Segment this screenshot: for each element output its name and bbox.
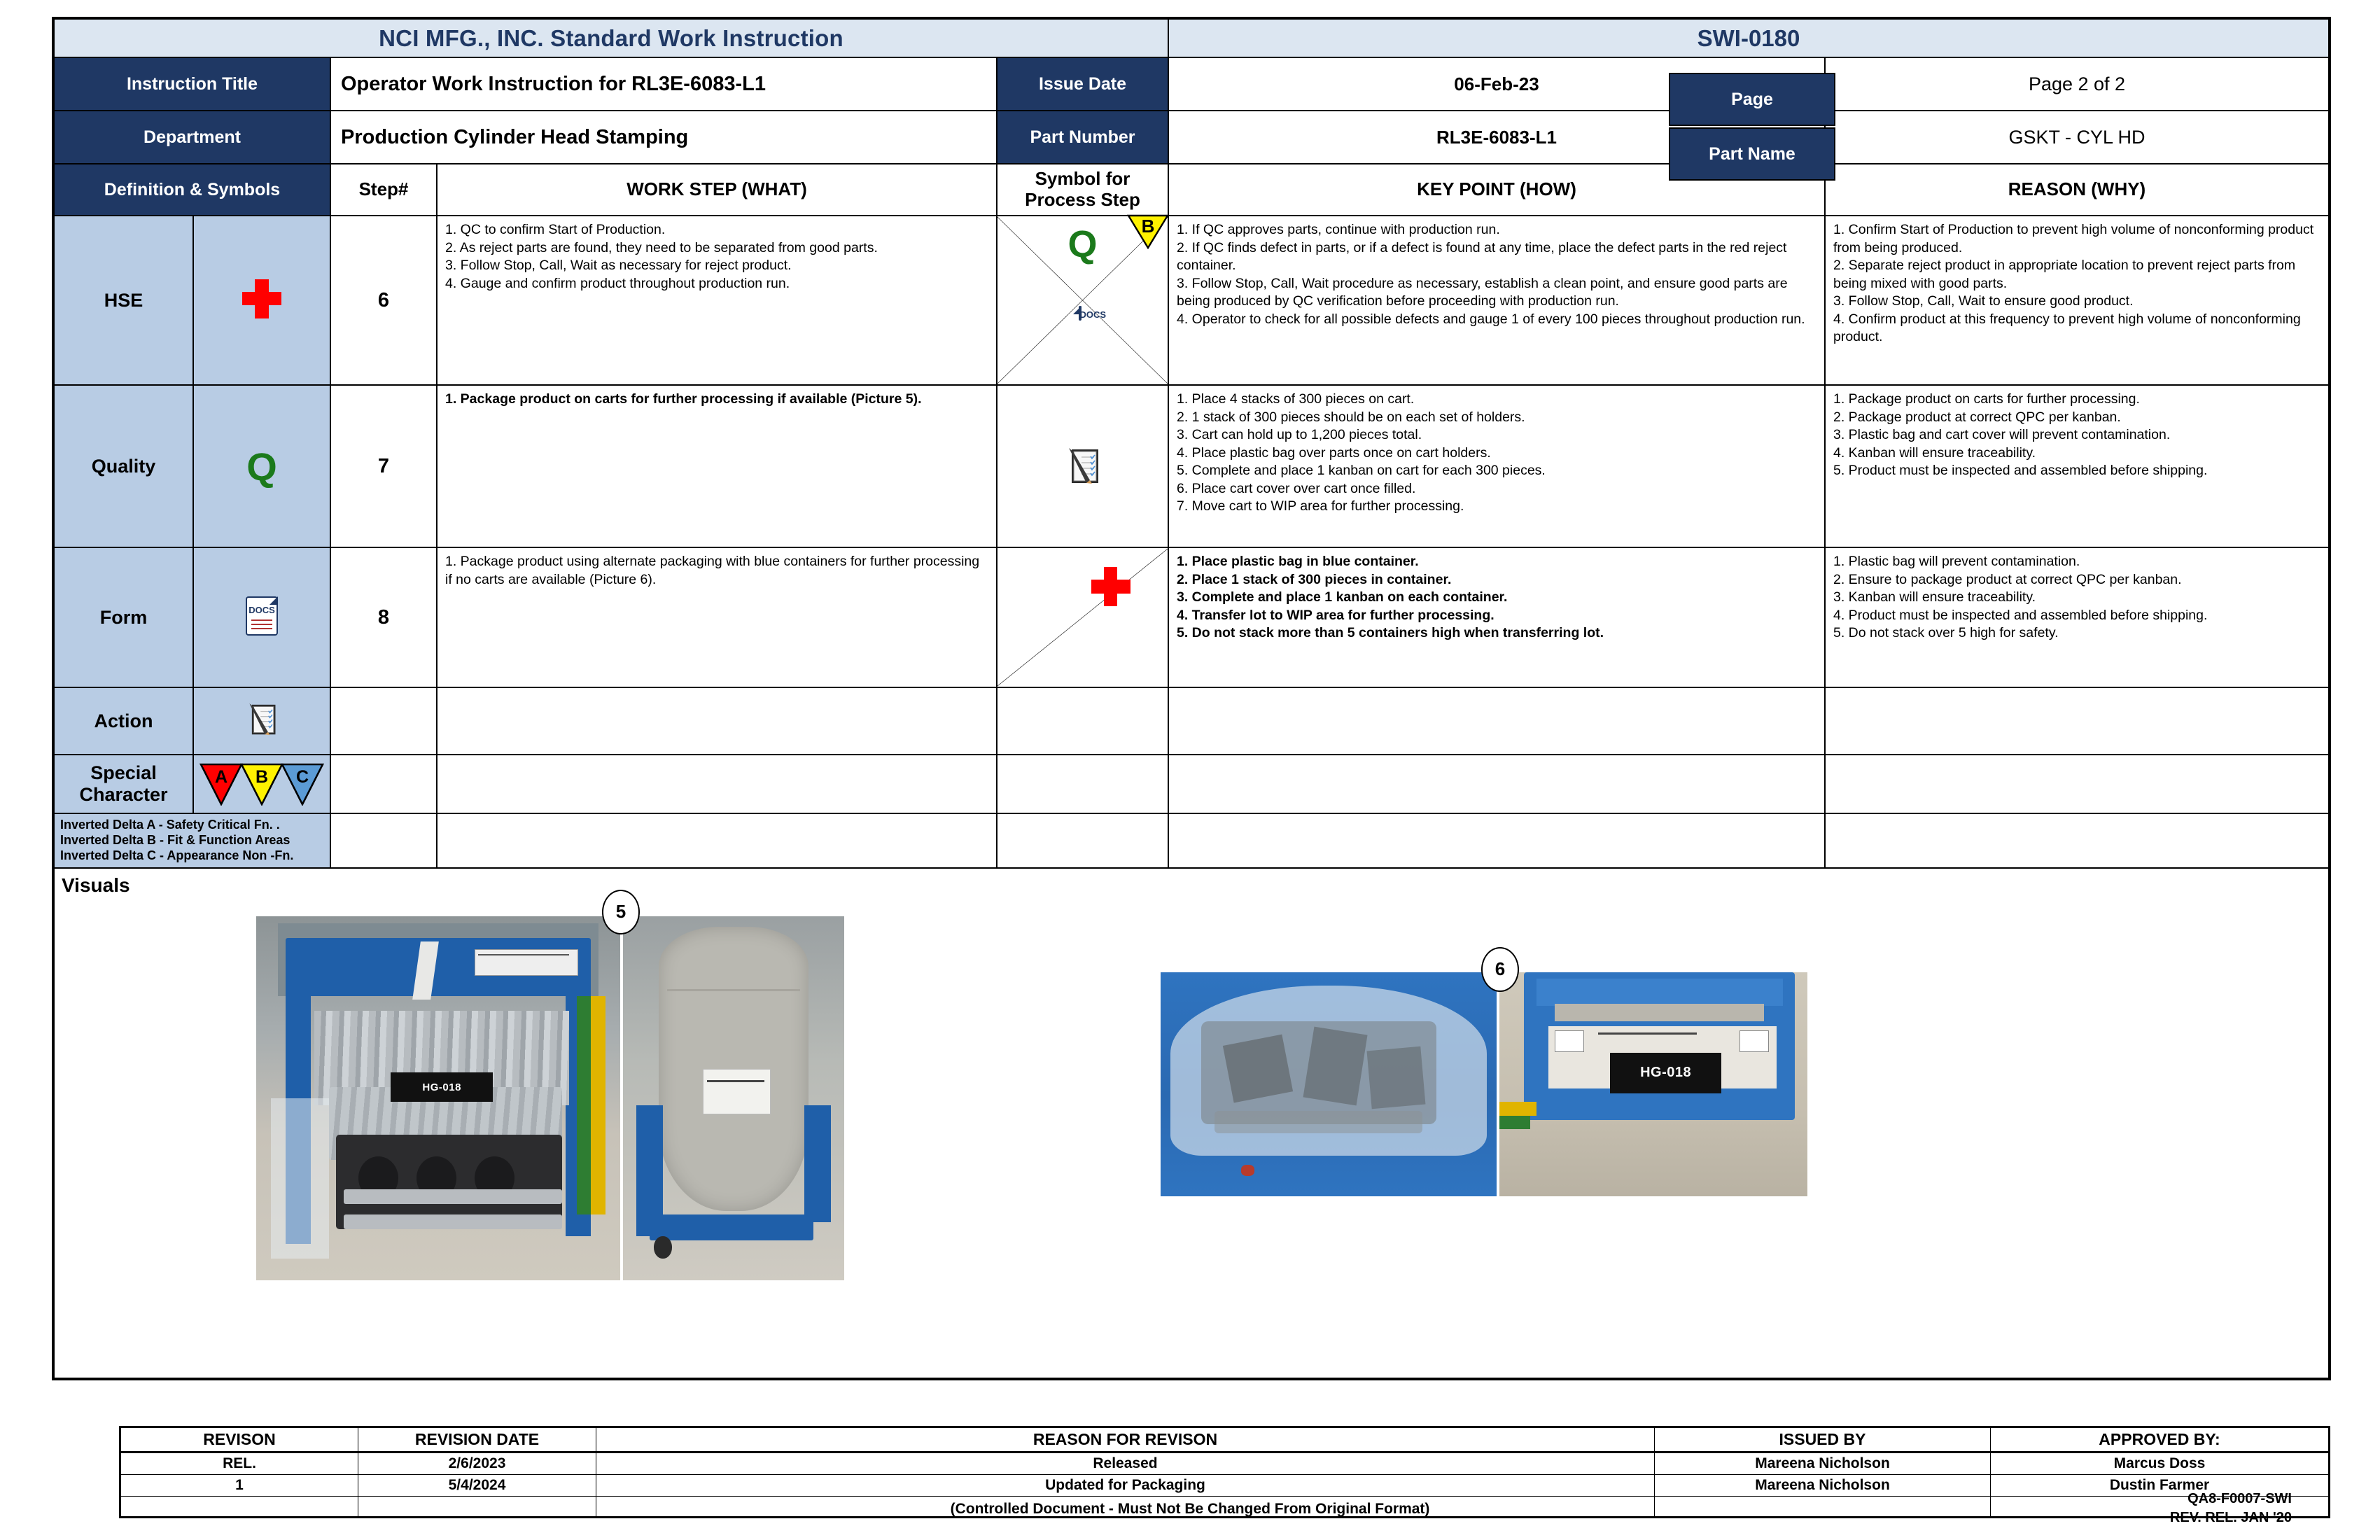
form-revision: REV. REL. JAN '20 bbox=[2169, 1510, 2292, 1525]
empty-key-point-cell bbox=[1168, 755, 1825, 813]
key-point-line: 3. Follow Stop, Call, Wait procedure as necessary, establish a clean point, and ensure good parts are being produced by QC verification before proceeding with production run. bbox=[1177, 275, 1788, 309]
delta-note-c: Inverted Delta C - Appearance Non -Fn. bbox=[60, 848, 294, 862]
work-instruction-table bbox=[52, 17, 2331, 1380]
approved-by-col-header: APPROVED BY: bbox=[1991, 1427, 2330, 1452]
photo-6-part-tag: HG-018 bbox=[1610, 1053, 1721, 1093]
legend-label-hse: HSE bbox=[53, 216, 193, 385]
reason-text-8 bbox=[1825, 547, 2330, 687]
part-name-value: GSKT - CYL HD bbox=[1825, 111, 2330, 164]
key-point-line: 4. Operator to check for all possible defects and gauge 1 of every 100 pieces throughout production run. bbox=[1177, 311, 1805, 327]
visuals-cell bbox=[53, 868, 2330, 1379]
key-point-line: 2. 1 stack of 300 pieces should be on each set of holders. bbox=[1177, 409, 1525, 425]
definition-symbols-header: Definition & Symbols bbox=[53, 164, 330, 216]
step-column-header: Step# bbox=[330, 164, 437, 216]
department-value: Production Cylinder Head Stamping bbox=[330, 111, 997, 164]
delta-letter: B bbox=[1141, 216, 1155, 237]
reason-line: 1. Confirm Start of Production to prevent high volume of nonconforming product from being produced. bbox=[1833, 222, 2314, 255]
symbol-cell-8 bbox=[997, 547, 1168, 687]
visuals-row bbox=[53, 868, 2330, 1379]
legend-icon-special-character bbox=[193, 755, 330, 813]
reason-line: 1. Package product on carts for further processing. bbox=[1833, 391, 2140, 407]
work-step-line: 1. Package product using alternate packaging with blue containers for further processing if no carts are available (Picture 6). bbox=[445, 554, 980, 587]
company-title: NCI MFG., INC. Standard Work Instruction bbox=[53, 18, 1168, 57]
green-q-icon: Q bbox=[246, 444, 277, 489]
photo-6-right bbox=[1499, 972, 1807, 1196]
delta-legend-notes bbox=[53, 813, 330, 868]
reason-line: 4. Product must be inspected and assembled before shipping. bbox=[1833, 607, 2208, 623]
photo-5-part-tag: HG-018 bbox=[391, 1072, 493, 1102]
work-step-text-7 bbox=[437, 385, 997, 547]
issue-date-label: Issue Date bbox=[997, 57, 1168, 111]
photo-callout-6: 6 bbox=[1481, 947, 1519, 992]
empty-step-cell bbox=[330, 813, 437, 868]
part-number-label: Part Number bbox=[997, 111, 1168, 164]
revision-date-cell: 2/6/2023 bbox=[358, 1452, 596, 1475]
legend-label-form: Form bbox=[53, 547, 193, 687]
legend-label-special-character bbox=[53, 755, 193, 813]
page-label: Page bbox=[1669, 73, 1835, 126]
green-q-icon: Q bbox=[1068, 223, 1098, 265]
key-point-line: 1. Place 4 stacks of 300 pieces on cart. bbox=[1177, 391, 1415, 407]
form-code-block bbox=[2170, 1490, 2292, 1527]
reason-line: 5. Product must be inspected and assembled before shipping. bbox=[1833, 463, 2208, 479]
delta-note-a: Inverted Delta A - Safety Critical Fn. . bbox=[60, 818, 280, 832]
key-point-line: 7. Move cart to WIP area for further processing. bbox=[1177, 498, 1464, 514]
page-number-value: Page 2 of 2 bbox=[1825, 57, 2330, 111]
approved-by-cell: Marcus Doss bbox=[1991, 1452, 2330, 1475]
clipboard-pencil-icon bbox=[246, 703, 278, 736]
key-point-line: 5. Complete and place 1 kanban on cart for each 300 pieces. bbox=[1177, 463, 1546, 479]
reason-line: 2. Package product at correct QPC per kanban. bbox=[1833, 409, 2121, 425]
photo-5-right bbox=[623, 916, 844, 1280]
key-point-text-7 bbox=[1168, 385, 1825, 547]
legend-icon-action bbox=[193, 687, 330, 755]
key-point-column-header: KEY POINT (HOW) bbox=[1168, 164, 1825, 216]
title-row bbox=[53, 18, 2330, 57]
key-point-line: 3. Cart can hold up to 1,200 pieces total. bbox=[1177, 427, 1422, 443]
reason-line: 5. Do not stack over 5 high for safety. bbox=[1833, 625, 2059, 641]
revision-row bbox=[120, 1475, 2330, 1497]
delta-note-b: Inverted Delta B - Fit & Function Areas bbox=[60, 832, 290, 847]
photo-6-left bbox=[1161, 972, 1497, 1196]
delta-letter: C bbox=[295, 767, 309, 787]
issued-by-col-header: ISSUED BY bbox=[1655, 1427, 1991, 1452]
reason-text-7 bbox=[1825, 385, 2330, 547]
instruction-title-value: Operator Work Instruction for RL3E-6083-L1 bbox=[330, 57, 997, 111]
work-step-text-8 bbox=[437, 547, 997, 687]
reason-line: 4. Confirm product at this frequency to prevent high volume of nonconforming product. bbox=[1833, 311, 2301, 345]
revision-row bbox=[120, 1452, 2330, 1475]
reason-line: 3. Follow Stop, Call, Wait to ensure good product. bbox=[1833, 293, 2134, 309]
department-label: Department bbox=[53, 111, 330, 164]
key-point-line: 1. Place plastic bag in blue container. bbox=[1177, 554, 1419, 569]
symbol-cell-7 bbox=[997, 385, 1168, 547]
key-point-text-6 bbox=[1168, 216, 1825, 385]
red-delta-a-icon bbox=[200, 762, 243, 806]
work-step-line: 3. Follow Stop, Call, Wait as necessary for reject product. bbox=[445, 258, 792, 274]
empty-reason-cell bbox=[1825, 755, 2330, 813]
photo-5-cover-label bbox=[703, 1069, 771, 1114]
clipboard-pencil-icon bbox=[1065, 447, 1101, 485]
red-cross-icon bbox=[242, 279, 281, 318]
red-cross-icon bbox=[1091, 567, 1130, 606]
part-name-label: Part Name bbox=[1669, 127, 1835, 181]
symbol-diagonal-box bbox=[997, 549, 1168, 686]
yellow-delta-b-icon bbox=[1127, 214, 1169, 249]
revision-reason-cell: Updated for Packaging bbox=[596, 1475, 1655, 1497]
empty-reason-cell bbox=[1825, 813, 2330, 868]
reason-line: 3. Plastic bag and cart cover will prevent contamination. bbox=[1833, 427, 2171, 443]
revision-reason-cell: Released bbox=[596, 1452, 1655, 1475]
delta-letter: B bbox=[255, 767, 269, 787]
yellow-delta-b-icon bbox=[240, 762, 284, 806]
diagonal-line-icon bbox=[997, 549, 1168, 686]
work-step-line: 4. Gauge and confirm product throughout production run. bbox=[445, 275, 790, 291]
symbol-header-line2: Process Step bbox=[1025, 189, 1140, 210]
legend-row-special-character bbox=[53, 755, 2330, 813]
work-step-line: 1. QC to confirm Start of Production. bbox=[445, 222, 666, 237]
reason-col-header: REASON FOR REVISON bbox=[596, 1427, 1655, 1452]
key-point-line: 2. Place 1 stack of 300 pieces in container. bbox=[1177, 571, 1452, 587]
key-point-line: 5. Do not stack more than 5 containers high when transferring lot. bbox=[1177, 625, 1604, 641]
key-point-line: 2. If QC finds defect in parts, or if a defect is found at any time, place the defect parts in the red reject container. bbox=[1177, 239, 1787, 274]
reason-line: 2. Ensure to package product at correct QPC per kanban. bbox=[1833, 571, 2182, 587]
empty-key-point-cell bbox=[1168, 813, 1825, 868]
symbol-box-7 bbox=[997, 386, 1168, 546]
revision-header-row bbox=[120, 1427, 2330, 1452]
revision-cell: 1 bbox=[120, 1475, 358, 1497]
column-header-row bbox=[53, 164, 2330, 216]
key-point-line: 6. Place cart cover over cart once filled. bbox=[1177, 480, 1416, 496]
issue-date-value: 06-Feb-23 bbox=[1168, 57, 1825, 111]
approved-by-cell: Dustin Farmer bbox=[1991, 1475, 2330, 1497]
legend-icon-quality bbox=[193, 385, 330, 547]
revision-col-header: REVISON bbox=[120, 1427, 358, 1452]
reason-line: 1. Plastic bag will prevent contamination. bbox=[1833, 554, 2080, 569]
legend-label-action: Action bbox=[53, 687, 193, 755]
key-point-line: 1. If QC approves parts, continue with production run. bbox=[1177, 222, 1500, 237]
legend-icon-hse bbox=[193, 216, 330, 385]
controlled-document-note: (Controlled Document - Must Not Be Changed From Original Format) bbox=[950, 1501, 1430, 1517]
photo-callout-5: 5 bbox=[602, 890, 640, 934]
key-point-line: 4. Place plastic bag over parts once on cart holders. bbox=[1177, 444, 1491, 461]
key-point-line: 3. Complete and place 1 kanban on each container. bbox=[1177, 589, 1508, 606]
legend-row-action bbox=[53, 687, 2330, 755]
empty-step-cell bbox=[330, 755, 437, 813]
empty-step-cell bbox=[330, 687, 437, 755]
step-number-8: 8 bbox=[330, 547, 437, 687]
special-character-line2: Character bbox=[79, 784, 168, 805]
delta-letter: A bbox=[214, 767, 228, 787]
revision-date-cell: 5/4/2024 bbox=[358, 1475, 596, 1497]
part-number-value: RL3E-6083-L1 bbox=[1168, 111, 1825, 164]
delta-notes-row bbox=[53, 813, 2330, 868]
docs-icon: DOCS bbox=[1079, 306, 1082, 321]
step-number-7: 7 bbox=[330, 385, 437, 547]
work-step-text-6 bbox=[437, 216, 997, 385]
step-number-6: 6 bbox=[330, 216, 437, 385]
instruction-title-label: Instruction Title bbox=[53, 57, 330, 111]
empty-work-step-cell bbox=[437, 687, 997, 755]
step-row-7 bbox=[53, 385, 2330, 547]
legend-label-quality: Quality bbox=[53, 385, 193, 547]
reason-text-6 bbox=[1825, 216, 2330, 385]
reason-line: 3. Kanban will ensure traceability. bbox=[1833, 589, 2036, 606]
department-row bbox=[53, 111, 2330, 164]
work-step-line: 2. As reject parts are found, they need to be separated from good parts. bbox=[445, 239, 878, 255]
revision-date-col-header: REVISION DATE bbox=[358, 1427, 596, 1452]
symbol-x-cross-box bbox=[997, 217, 1168, 384]
issued-by-cell: Mareena Nicholson bbox=[1655, 1475, 1991, 1497]
step-row-6 bbox=[53, 216, 2330, 385]
key-point-text-8 bbox=[1168, 547, 1825, 687]
step-row-8 bbox=[53, 547, 2330, 687]
reason-column-header: REASON (WHY) bbox=[1825, 164, 2330, 216]
inverted-delta-icons bbox=[194, 762, 330, 806]
empty-reason-cell bbox=[1825, 687, 2330, 755]
empty-work-step-cell bbox=[437, 755, 997, 813]
symbol-cell-6 bbox=[997, 216, 1168, 385]
reason-line: 2. Separate reject product in appropriate location to prevent reject parts from being mixed with good parts. bbox=[1833, 258, 2296, 291]
symbol-header-line1: Symbol for bbox=[1035, 168, 1130, 190]
photo-5-left bbox=[256, 916, 620, 1280]
key-point-line: 4. Transfer lot to WIP area for further processing. bbox=[1177, 607, 1494, 623]
empty-symbol-cell bbox=[997, 755, 1168, 813]
blue-delta-c-icon bbox=[281, 762, 324, 806]
reason-line: 4. Kanban will ensure traceability. bbox=[1833, 444, 2036, 461]
symbol-column-header bbox=[997, 164, 1168, 216]
revision-cell: REL. bbox=[120, 1452, 358, 1475]
visuals-label: Visuals bbox=[62, 874, 130, 896]
empty-symbol-cell bbox=[997, 813, 1168, 868]
work-step-column-header: WORK STEP (WHAT) bbox=[437, 164, 997, 216]
docs-icon: DOCS bbox=[246, 596, 278, 636]
legend-icon-form bbox=[193, 547, 330, 687]
instruction-title-row bbox=[53, 57, 2330, 111]
empty-key-point-cell bbox=[1168, 687, 1825, 755]
special-character-line1: Special bbox=[90, 762, 157, 783]
work-step-line: 1. Package product on carts for further processing if available (Picture 5). bbox=[445, 391, 922, 407]
issued-by-cell: Mareena Nicholson bbox=[1655, 1452, 1991, 1475]
empty-symbol-cell bbox=[997, 687, 1168, 755]
document-id: SWI-0180 bbox=[1168, 18, 2330, 57]
form-code: QA8-F0007-SWI bbox=[2188, 1491, 2292, 1506]
empty-work-step-cell bbox=[437, 813, 997, 868]
